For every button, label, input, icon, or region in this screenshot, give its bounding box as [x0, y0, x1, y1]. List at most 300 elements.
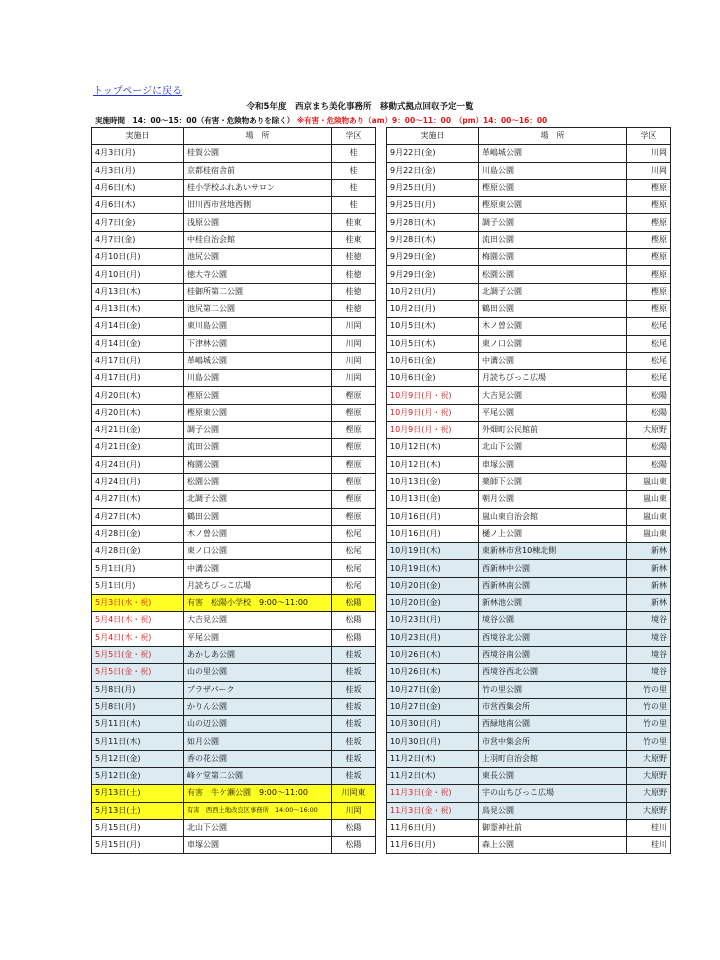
collection-place: 市営中集会所	[479, 733, 627, 750]
school-district: 松尾	[332, 543, 376, 560]
schedule-row	[387, 283, 671, 300]
school-district: 樫原	[332, 508, 376, 525]
schedule-row	[387, 664, 671, 681]
collection-date: 9月25日(月)	[387, 197, 479, 214]
collection-date: 10月19日(木)	[387, 560, 479, 577]
collection-date: 4月14日(金)	[92, 318, 184, 335]
collection-place: 朝月公園	[479, 491, 627, 508]
school-district: 嵐山東	[627, 508, 671, 525]
collection-date: 9月28日(木)	[387, 214, 479, 231]
collection-date: 11月3日(金・祝)	[387, 785, 479, 802]
collection-date: 5月13日(土)	[92, 785, 184, 802]
schedule-row	[387, 266, 671, 283]
collection-date: 5月4日(木・祝)	[92, 629, 184, 646]
school-district: 樫原	[627, 283, 671, 300]
school-district: 松尾	[332, 577, 376, 594]
collection-place: 京都桂宿舎前	[184, 162, 332, 179]
collection-place: 北調子公園	[479, 283, 627, 300]
schedule-row	[92, 525, 376, 542]
collection-place: あかしあ公園	[184, 646, 332, 663]
schedule-table-right	[386, 127, 671, 854]
schedule-row	[387, 197, 671, 214]
collection-place: 流田公園	[184, 439, 332, 456]
collection-place: 薬師下公園	[479, 473, 627, 490]
schedule-row	[387, 249, 671, 266]
school-district: 樫原	[332, 491, 376, 508]
schedule-row	[387, 473, 671, 490]
school-district: 樫原	[627, 231, 671, 248]
collection-date: 4月6日(木)	[92, 197, 184, 214]
school-district: 桂川	[627, 837, 671, 854]
school-district: 松尾	[627, 335, 671, 352]
collection-date: 4月27日(木)	[92, 491, 184, 508]
school-district: 境谷	[627, 629, 671, 646]
collection-place: 樫原公園	[184, 387, 332, 404]
collection-date: 10月27日(金)	[387, 698, 479, 715]
collection-date: 5月8日(月)	[92, 681, 184, 698]
school-district: 桂徳	[332, 266, 376, 283]
schedule-row	[92, 681, 376, 698]
collection-date: 4月3日(月)	[92, 145, 184, 162]
collection-date: 4月20日(木)	[92, 404, 184, 421]
school-district: 大原野	[627, 767, 671, 784]
collection-place: 川島公園	[479, 162, 627, 179]
collection-place: 浅原公園	[184, 214, 332, 231]
school-district: 桂	[332, 162, 376, 179]
schedule-row	[387, 318, 671, 335]
collection-date: 10月12日(木)	[387, 456, 479, 473]
collection-place: 外畑町公民館前	[479, 422, 627, 439]
hazard-hours-note: ※有害・危険物あり（am）9：00～11：00 （pm）14：00～16：00	[296, 116, 548, 125]
schedule-row	[387, 370, 671, 387]
school-district: 川岡	[332, 370, 376, 387]
collection-place: 御霊神社前	[479, 819, 627, 836]
collection-date: 5月12日(金)	[92, 750, 184, 767]
schedule-row	[92, 404, 376, 421]
schedule-row	[387, 300, 671, 317]
collection-date: 4月7日(金)	[92, 231, 184, 248]
schedule-row	[92, 698, 376, 715]
collection-place: 革嶋城公園	[184, 352, 332, 369]
collection-place: 流田公園	[479, 231, 627, 248]
school-district: 川岡東	[332, 785, 376, 802]
collection-date: 4月21日(金)	[92, 439, 184, 456]
collection-date: 4月3日(月)	[92, 162, 184, 179]
collection-place: 香の花公園	[184, 750, 332, 767]
collection-place: 上羽町自治会館	[479, 750, 627, 767]
collection-place: 中溝公園	[479, 352, 627, 369]
school-district: 樫原	[627, 179, 671, 196]
collection-date: 10月9日(月・祝)	[387, 404, 479, 421]
collection-place: 樫原東公園	[479, 197, 627, 214]
collection-date: 9月22日(金)	[387, 145, 479, 162]
collection-place: 新林池公園	[479, 595, 627, 612]
school-district: 川岡	[332, 352, 376, 369]
collection-place: 木ノ曽公園	[479, 318, 627, 335]
collection-place: 峰ケ堂第二公園	[184, 767, 332, 784]
school-district: 大原野	[627, 422, 671, 439]
collection-date: 10月30日(月)	[387, 716, 479, 733]
collection-place: 松園公園	[184, 473, 332, 490]
schedule-row	[387, 231, 671, 248]
collection-date: 4月13日(木)	[92, 283, 184, 300]
schedule-body-left	[92, 145, 376, 854]
schedule-row	[92, 733, 376, 750]
collection-place: 東ノ口公園	[184, 543, 332, 560]
collection-place: 樋ノ上公園	[479, 525, 627, 542]
collection-place: 桂賀公園	[184, 145, 332, 162]
schedule-row	[92, 629, 376, 646]
collection-date: 11月6日(月)	[387, 837, 479, 854]
school-district: 川岡	[332, 802, 376, 819]
schedule-row	[387, 577, 671, 594]
header-row	[92, 128, 376, 145]
collection-date: 5月11日(木)	[92, 733, 184, 750]
page-title: 令和5年度 西京まち美化事務所 移動式拠点回収予定一覧	[246, 102, 474, 112]
school-district: 桂坂	[332, 698, 376, 715]
collection-place: 北山下公園	[184, 819, 332, 836]
schedule-row	[92, 837, 376, 854]
header-place: 場 所	[184, 128, 332, 145]
collection-place: 有害 西西土地改良区事務所 14:00～16:00	[184, 802, 332, 819]
schedule-row	[387, 335, 671, 352]
schedule-row	[92, 283, 376, 300]
schedule-row	[92, 266, 376, 283]
collection-date: 4月28日(金)	[92, 543, 184, 560]
collection-place: 中溝公園	[184, 560, 332, 577]
collection-date: 4月20日(木)	[92, 387, 184, 404]
collection-place: 市営西集会所	[479, 698, 627, 715]
collection-date: 11月2日(木)	[387, 767, 479, 784]
collection-place: 桂御所第二公園	[184, 283, 332, 300]
schedule-row	[387, 439, 671, 456]
schedule-row	[92, 664, 376, 681]
header-date: 実施日	[92, 128, 184, 145]
collection-date: 9月22日(金)	[387, 162, 479, 179]
collection-place: 西新林南公園	[479, 577, 627, 594]
school-district: 樫原	[627, 214, 671, 231]
school-district: 大原野	[627, 785, 671, 802]
school-district: 桂徳	[332, 249, 376, 266]
school-district: 川岡	[627, 162, 671, 179]
schedule-row	[92, 456, 376, 473]
collection-place: 徳大寺公園	[184, 266, 332, 283]
collection-date: 10月2日(月)	[387, 283, 479, 300]
school-district: 松陽	[332, 819, 376, 836]
schedule-row	[387, 456, 671, 473]
schedule-row	[92, 595, 376, 612]
school-district: 桂	[332, 145, 376, 162]
collection-date: 4月14日(金)	[92, 335, 184, 352]
schedule-row	[92, 577, 376, 594]
school-district: 樫原	[332, 439, 376, 456]
collection-place: 有害 松陽小学校 9:00～11:00	[184, 595, 332, 612]
collection-date: 10月23日(月)	[387, 612, 479, 629]
school-district: 松陽	[627, 387, 671, 404]
schedule-row	[92, 214, 376, 231]
collection-place: 松園公園	[479, 266, 627, 283]
schedule-row	[92, 162, 376, 179]
collection-date: 11月6日(月)	[387, 819, 479, 836]
collection-date: 10月5日(木)	[387, 335, 479, 352]
collection-date: 10月13日(金)	[387, 491, 479, 508]
schedule-row	[92, 491, 376, 508]
schedule-row	[387, 543, 671, 560]
schedule-row	[92, 802, 376, 819]
school-district: 嵐山東	[627, 525, 671, 542]
school-district: 境谷	[627, 646, 671, 663]
schedule-row	[387, 491, 671, 508]
collection-place: 有害 牛ケ瀬公園 9:00～11:00	[184, 785, 332, 802]
header-area: 学区	[627, 128, 671, 145]
schedule-row	[387, 508, 671, 525]
schedule-row	[92, 300, 376, 317]
collection-place: 中桂自治会館	[184, 231, 332, 248]
school-district: 新林	[627, 560, 671, 577]
schedule-row	[92, 439, 376, 456]
collection-place: 山の辺公園	[184, 716, 332, 733]
collection-date: 10月2日(月)	[387, 300, 479, 317]
collection-date: 9月29日(金)	[387, 266, 479, 283]
schedule-row	[92, 370, 376, 387]
schedule-row	[387, 837, 671, 854]
school-district: 桂坂	[332, 767, 376, 784]
collection-date: 10月16日(月)	[387, 508, 479, 525]
school-district: 松陽	[627, 439, 671, 456]
collection-place: 月読ちびっこ広場	[184, 577, 332, 594]
school-district: 新林	[627, 577, 671, 594]
schedule-row	[92, 716, 376, 733]
collection-place: 西境谷南公園	[479, 646, 627, 663]
collection-date: 4月10日(月)	[92, 249, 184, 266]
collection-date: 10月26日(木)	[387, 646, 479, 663]
school-district: 樫原	[627, 197, 671, 214]
collection-date: 4月6日(木)	[92, 179, 184, 196]
collection-date: 5月11日(木)	[92, 716, 184, 733]
collection-place: 梅園公園	[479, 249, 627, 266]
collection-date: 10月9日(月・祝)	[387, 422, 479, 439]
collection-place: 梅園公園	[184, 456, 332, 473]
collection-date: 10月26日(木)	[387, 664, 479, 681]
school-district: 松陽	[627, 456, 671, 473]
collection-date: 5月15日(月)	[92, 819, 184, 836]
school-district: 川岡	[332, 335, 376, 352]
schedule-row	[387, 352, 671, 369]
header-date: 実施日	[387, 128, 479, 145]
collection-place: 車塚公園	[184, 837, 332, 854]
schedule-row	[92, 335, 376, 352]
schedule-row	[92, 197, 376, 214]
collection-place: 池尻第二公園	[184, 300, 332, 317]
collection-date: 10月12日(木)	[387, 439, 479, 456]
collection-date: 5月4日(木・祝)	[92, 612, 184, 629]
school-district: 桂坂	[332, 733, 376, 750]
schedule-row	[92, 473, 376, 490]
schedule-row	[387, 560, 671, 577]
schedule-row	[387, 145, 671, 162]
school-district: 竹の里	[627, 681, 671, 698]
collection-place: 革嶋城公園	[479, 145, 627, 162]
schedule-row	[387, 646, 671, 663]
collection-date: 11月3日(金・祝)	[387, 802, 479, 819]
schedule-row	[92, 819, 376, 836]
collection-place: 月読ちびっこ広場	[479, 370, 627, 387]
school-district: 桂	[332, 197, 376, 214]
collection-place: 森上公園	[479, 837, 627, 854]
collection-place: 川島公園	[184, 370, 332, 387]
collection-date: 10月9日(月・祝)	[387, 387, 479, 404]
collection-place: 樫原東公園	[184, 404, 332, 421]
school-district: 大原野	[627, 802, 671, 819]
collection-place: 如月公園	[184, 733, 332, 750]
school-district: 樫原	[332, 404, 376, 421]
school-district: 竹の里	[627, 733, 671, 750]
collection-date: 10月6日(金)	[387, 370, 479, 387]
collection-date: 10月20日(金)	[387, 577, 479, 594]
collection-place: 西境谷西北公園	[479, 664, 627, 681]
schedule-row	[387, 802, 671, 819]
school-district: 新林	[627, 543, 671, 560]
schedule-row	[92, 750, 376, 767]
collection-date: 4月24日(月)	[92, 456, 184, 473]
collection-place: 旧川西市営地西側	[184, 197, 332, 214]
school-district: 桂坂	[332, 716, 376, 733]
collection-date: 4月27日(木)	[92, 508, 184, 525]
schedule-row	[92, 785, 376, 802]
schedule-row	[387, 785, 671, 802]
collection-date: 10月23日(月)	[387, 629, 479, 646]
school-district: 桂坂	[332, 664, 376, 681]
collection-place: 木ノ曽公園	[184, 525, 332, 542]
collection-date: 10月19日(木)	[387, 543, 479, 560]
school-district: 桂坂	[332, 646, 376, 663]
back-to-top-link[interactable]: トップページに戻る	[93, 86, 183, 97]
collection-place: 西新林中公園	[479, 560, 627, 577]
schedule-row	[387, 750, 671, 767]
school-district: 樫原	[627, 249, 671, 266]
collection-place: 竹の里公園	[479, 681, 627, 698]
school-district: 嵐山東	[627, 473, 671, 490]
school-district: 桂川	[627, 819, 671, 836]
school-district: 樫原	[332, 387, 376, 404]
collection-date: 4月24日(月)	[92, 473, 184, 490]
schedule-row	[387, 404, 671, 421]
collection-date: 4月13日(木)	[92, 300, 184, 317]
collection-date: 4月17日(月)	[92, 370, 184, 387]
collection-date: 9月29日(金)	[387, 249, 479, 266]
collection-place: 西境谷北公園	[479, 629, 627, 646]
collection-place: 北調子公園	[184, 491, 332, 508]
collection-date: 5月8日(月)	[92, 698, 184, 715]
school-district: 松尾	[627, 318, 671, 335]
collection-place: 東川島公園	[184, 318, 332, 335]
collection-place: 平尾公園	[184, 629, 332, 646]
collection-date: 5月1日(月)	[92, 560, 184, 577]
collection-date: 10月13日(金)	[387, 473, 479, 490]
collection-date: 5月5日(金・祝)	[92, 646, 184, 663]
collection-date: 10月16日(月)	[387, 525, 479, 542]
collection-place: 鶴田公園	[479, 300, 627, 317]
school-district: 松陽	[332, 595, 376, 612]
collection-place: 平尾公園	[479, 404, 627, 421]
collection-place: 調子公園	[479, 214, 627, 231]
school-district: 松陽	[332, 612, 376, 629]
schedule-row	[387, 698, 671, 715]
schedule-row	[387, 716, 671, 733]
collection-place: 調子公園	[184, 422, 332, 439]
collection-date: 4月7日(金)	[92, 214, 184, 231]
school-district: 松尾	[332, 525, 376, 542]
collection-date: 4月21日(金)	[92, 422, 184, 439]
collection-date: 10月30日(月)	[387, 733, 479, 750]
collection-place: 下津林公園	[184, 335, 332, 352]
collection-place: 鶴田公園	[184, 508, 332, 525]
schedule-row	[387, 819, 671, 836]
schedule-row	[92, 543, 376, 560]
collection-date: 4月10日(月)	[92, 266, 184, 283]
collection-place: 宇の山ちびっこ広場	[479, 785, 627, 802]
school-district: 嵐山東	[627, 491, 671, 508]
header-area: 学区	[332, 128, 376, 145]
collection-date: 4月28日(金)	[92, 525, 184, 542]
collection-date: 5月13日(土)	[92, 802, 184, 819]
collection-place: 池尻公園	[184, 249, 332, 266]
school-district: 桂徳	[332, 300, 376, 317]
schedule-row	[92, 352, 376, 369]
collection-place: プラザパーク	[184, 681, 332, 698]
school-district: 樫原	[627, 266, 671, 283]
collection-date: 4月17日(月)	[92, 352, 184, 369]
schedule-row	[387, 629, 671, 646]
school-district: 桂坂	[332, 681, 376, 698]
school-district: 松尾	[627, 370, 671, 387]
school-district: 川岡	[627, 145, 671, 162]
school-district: 桂徳	[332, 283, 376, 300]
collection-place: 大吉見公園	[184, 612, 332, 629]
schedule-row	[92, 612, 376, 629]
collection-date: 10月27日(金)	[387, 681, 479, 698]
school-district: 松陽	[332, 837, 376, 854]
collection-date: 5月12日(金)	[92, 767, 184, 784]
collection-place: 境谷公園	[479, 612, 627, 629]
collection-place: 鳥見公園	[479, 802, 627, 819]
school-district: 川岡	[332, 318, 376, 335]
schedule-table-left	[91, 127, 376, 854]
collection-place: 大吉見公園	[479, 387, 627, 404]
school-district: 竹の里	[627, 716, 671, 733]
schedule-row	[92, 179, 376, 196]
schedule-row	[387, 733, 671, 750]
collection-date: 10月20日(金)	[387, 595, 479, 612]
school-district: 桂坂	[332, 750, 376, 767]
collection-date: 9月25日(月)	[387, 179, 479, 196]
collection-place: 樫原公園	[479, 179, 627, 196]
schedule-row	[92, 249, 376, 266]
schedule-row	[92, 560, 376, 577]
schedule-row	[387, 214, 671, 231]
school-district: 樫原	[332, 456, 376, 473]
collection-date: 10月5日(木)	[387, 318, 479, 335]
school-district: 松陽	[627, 404, 671, 421]
collection-date: 5月5日(金・祝)	[92, 664, 184, 681]
schedule-row	[92, 646, 376, 663]
school-district: 樫原	[332, 473, 376, 490]
collection-date: 5月3日(水・祝)	[92, 595, 184, 612]
hours-main: 実施時間 14：00～15：00（有害・危険物ありを除く）	[95, 116, 295, 125]
header-place: 場 所	[479, 128, 627, 145]
collection-place: 東長公園	[479, 767, 627, 784]
collection-place: 桂小学校ふれあいサロン	[184, 179, 332, 196]
